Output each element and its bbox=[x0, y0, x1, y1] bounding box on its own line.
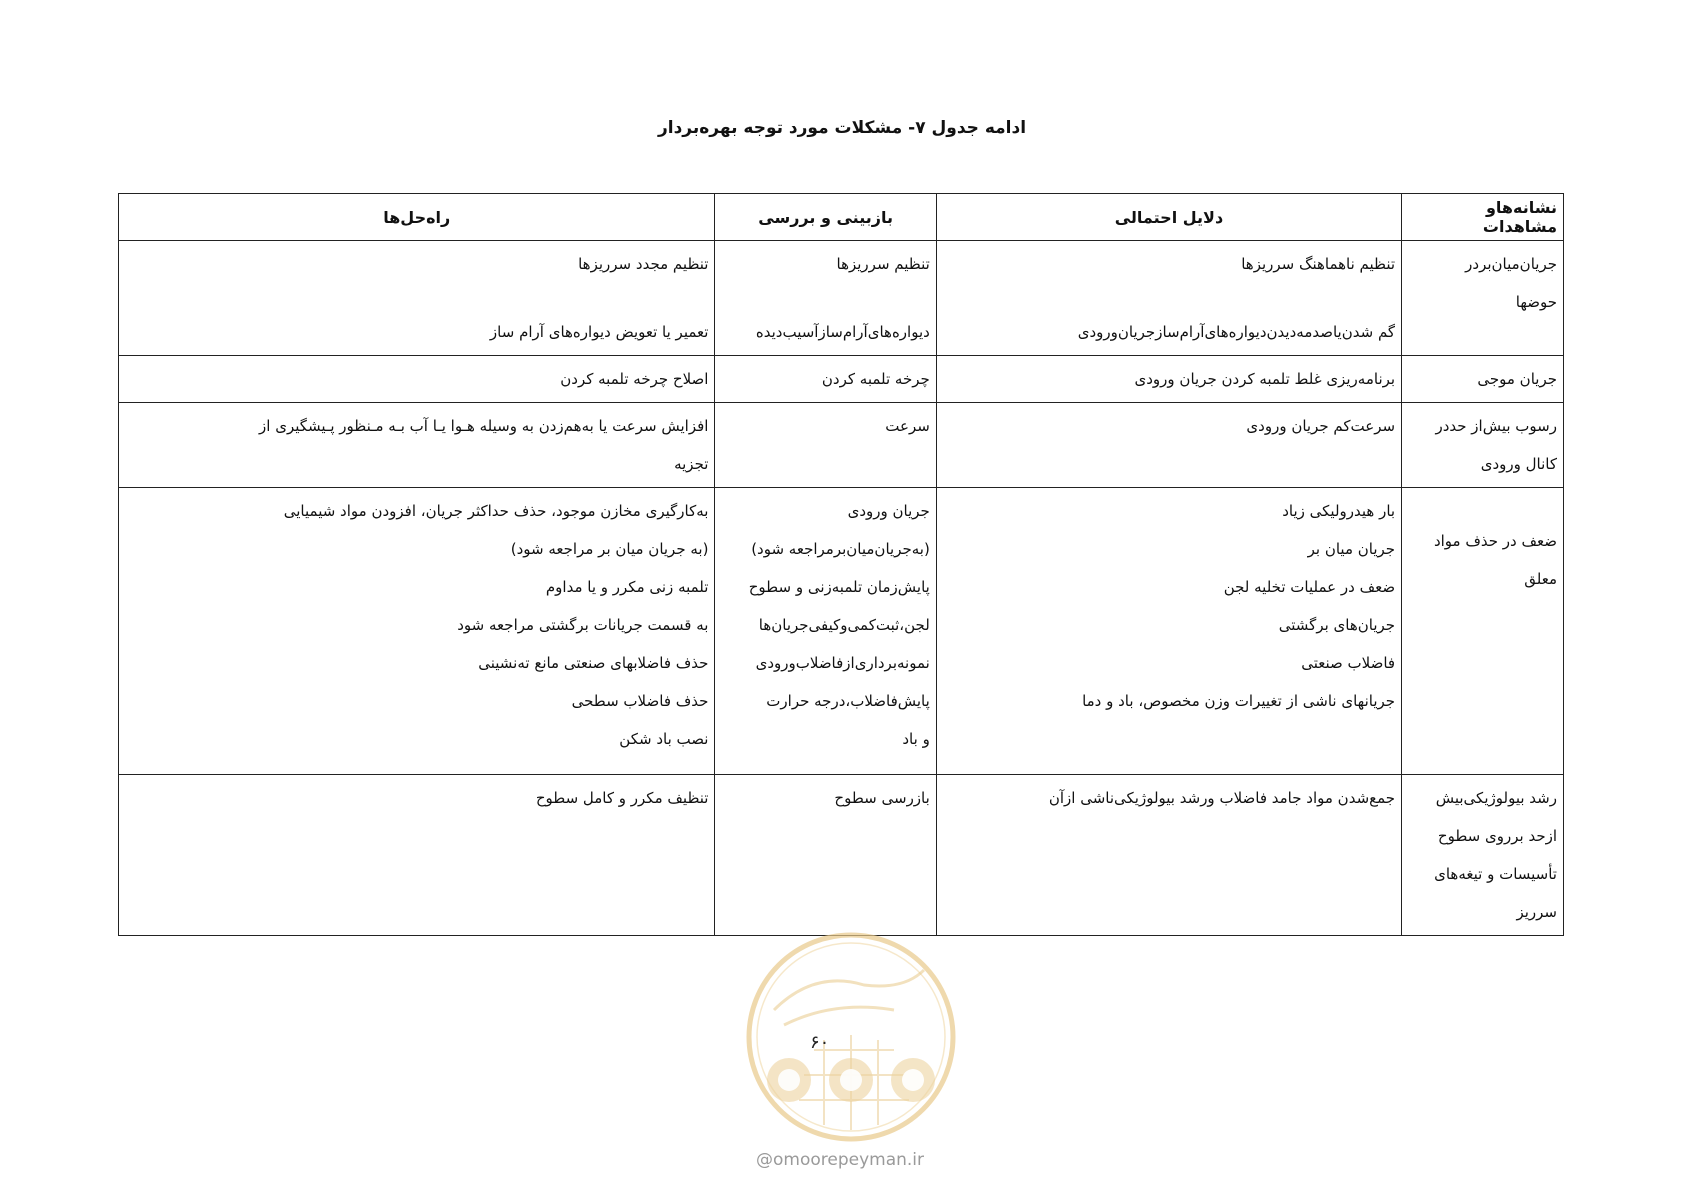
cell-line: گم شدن‌یاصدمه‌دیدن‌دیواره‌های‌آرام‌ساز‌جریان‌ورودی bbox=[1077, 323, 1396, 341]
cell-line: جریان ورودی bbox=[847, 502, 930, 520]
cell-line: جریان موجی bbox=[1477, 370, 1557, 388]
page-number: ۶۰ bbox=[810, 1032, 830, 1053]
cell-line: اصلاح چرخه تلمبه کردن bbox=[560, 370, 709, 388]
header-inspection: بازبینی و بررسی bbox=[715, 194, 936, 241]
cell-line: نمونه‌برداری‌ازفاضلاب‌ورودی bbox=[755, 654, 930, 672]
cell-line: رشد بیولوژیکی‌بیش bbox=[1435, 789, 1557, 807]
table-header-row bbox=[119, 194, 1564, 241]
cell-line: دیواره‌های‌آرام‌ساز‌آسیب‌دیده bbox=[755, 323, 930, 341]
watermark-logo bbox=[744, 930, 958, 1144]
cell-line: و باد bbox=[902, 730, 930, 748]
cell-line: جمع‌شدن مواد جامد فاضلاب ورشد بیولوژیکی‌ناشی ازآن bbox=[1048, 789, 1396, 807]
cell-line: نصب باد شکن bbox=[619, 730, 709, 748]
signs-cell bbox=[1402, 356, 1564, 403]
cell-line: بار هیدرولیکی زیاد bbox=[1282, 502, 1396, 520]
cell-line: پایش‌فاضلاب،درجه حرارت bbox=[766, 692, 930, 710]
causes-cell bbox=[936, 775, 1401, 936]
cell-line: تأسیسات و تیغه‌های bbox=[1434, 865, 1557, 883]
inspection-cell bbox=[715, 488, 936, 775]
cell-line: تنظیم ناهماهنگ سرریزها bbox=[1241, 255, 1396, 273]
cell-line: چرخه تلمبه کردن bbox=[821, 370, 930, 388]
inspection-cell bbox=[715, 775, 936, 936]
cell-line: بازرسی سطوح bbox=[834, 789, 930, 807]
signs-cell bbox=[1402, 241, 1564, 356]
table-row bbox=[119, 403, 1564, 488]
cell-line: حذف فاضلاب سطحی bbox=[571, 692, 709, 710]
cell-line: تنظیف مکرر و کامل سطوح bbox=[535, 789, 709, 807]
table-row bbox=[119, 241, 1564, 356]
cell-line: سرعت‌کم جریان ورودی bbox=[1246, 417, 1396, 435]
inspection-cell bbox=[715, 241, 936, 356]
cell-line: پایش‌زمان تلمبه‌زنی و سطوح bbox=[748, 578, 930, 596]
problems-table bbox=[118, 193, 1564, 936]
solutions-cell bbox=[119, 775, 715, 936]
cell-line: لجن،ثبت‌کمی‌وکیفی‌جریان‌ها bbox=[758, 616, 930, 634]
signs-cell bbox=[1402, 403, 1564, 488]
cell-line: (به جریان میان بر مراجعه شود) bbox=[510, 540, 709, 558]
cell-line: به قسمت جریانات برگشتی مراجعه شود bbox=[457, 616, 709, 634]
cell-line: برنامه‌ریزی غلط تلمبه کردن جریان ورودی bbox=[1134, 370, 1396, 388]
cell-line: تلمبه زنی مکرر و یا مداوم bbox=[545, 578, 709, 596]
solutions-cell bbox=[119, 488, 715, 775]
solutions-cell bbox=[119, 241, 715, 356]
cell-line: جریانهای ناشی از تغییرات وزن مخصوص، باد و دما bbox=[1082, 692, 1396, 710]
cell-line: (به‌جریان‌میان‌بر‌مراجعه شود) bbox=[751, 540, 930, 558]
header-solutions: راه‌حل‌ها bbox=[119, 194, 715, 241]
cell-line: رسوب بیش‌از حددر bbox=[1435, 417, 1557, 435]
cell-line: کانال ورودی bbox=[1480, 455, 1557, 473]
cell-line: ازحد برروی سطوح bbox=[1437, 827, 1557, 845]
cell-line: جریان‌های برگشتی bbox=[1278, 616, 1396, 634]
cell-line: حذف فاضلابهای صنعتی مانع تەنشینی bbox=[478, 654, 709, 672]
cell-line: تعمیر یا تعویض دیواره‌های آرام ساز bbox=[489, 323, 709, 341]
solutions-cell bbox=[119, 403, 715, 488]
cell-line: سرریز bbox=[1516, 903, 1557, 921]
inspection-cell bbox=[715, 403, 936, 488]
solutions-cell bbox=[119, 356, 715, 403]
table-caption: ادامه جدول ۷- مشکلات مورد توجه بهره‌بردار bbox=[657, 118, 1027, 138]
cell-line: به‌کارگیری مخازن موجود، حذف حداکثر جریان، افزودن مواد شیمیایی bbox=[283, 502, 709, 520]
inspection-cell bbox=[715, 356, 936, 403]
header-causes: دلایل احتمالی bbox=[936, 194, 1401, 241]
cell-line: افزایش سرعت یا به‌هم‌زدن به وسیله هـوا یـا آب بـه مـنظور پـیشگیری از bbox=[259, 417, 709, 435]
signs-cell bbox=[1402, 488, 1564, 775]
causes-cell bbox=[936, 403, 1401, 488]
cell-line: ضعف در عملیات تخلیه لجن bbox=[1223, 578, 1396, 596]
causes-cell bbox=[936, 356, 1401, 403]
cell-line: جریان‌میان‌بردر bbox=[1465, 255, 1557, 273]
cell-line: حوضها bbox=[1515, 293, 1557, 311]
cell-line: سرعت bbox=[885, 417, 930, 435]
cell-line: تجزیه bbox=[674, 455, 709, 473]
cell-line: ضعف در حذف مواد bbox=[1433, 532, 1557, 550]
causes-cell bbox=[936, 488, 1401, 775]
table-row bbox=[119, 488, 1564, 775]
cell-line: معلق bbox=[1524, 570, 1557, 588]
causes-cell bbox=[936, 241, 1401, 356]
header-signs: نشانه‌هاو مشاهدات bbox=[1402, 194, 1564, 241]
cell-line: تنظیم سرریزها bbox=[836, 255, 930, 273]
cell-line: فاضلاب صنعتی bbox=[1301, 654, 1396, 672]
cell-line: تنظیم مجدد سرریزها bbox=[578, 255, 709, 273]
signs-cell bbox=[1402, 775, 1564, 936]
table-row bbox=[119, 356, 1564, 403]
watermark-site: @omoorepeyman.ir bbox=[756, 1150, 925, 1170]
cell-line: جریان میان بر bbox=[1307, 540, 1396, 558]
table-row bbox=[119, 775, 1564, 936]
